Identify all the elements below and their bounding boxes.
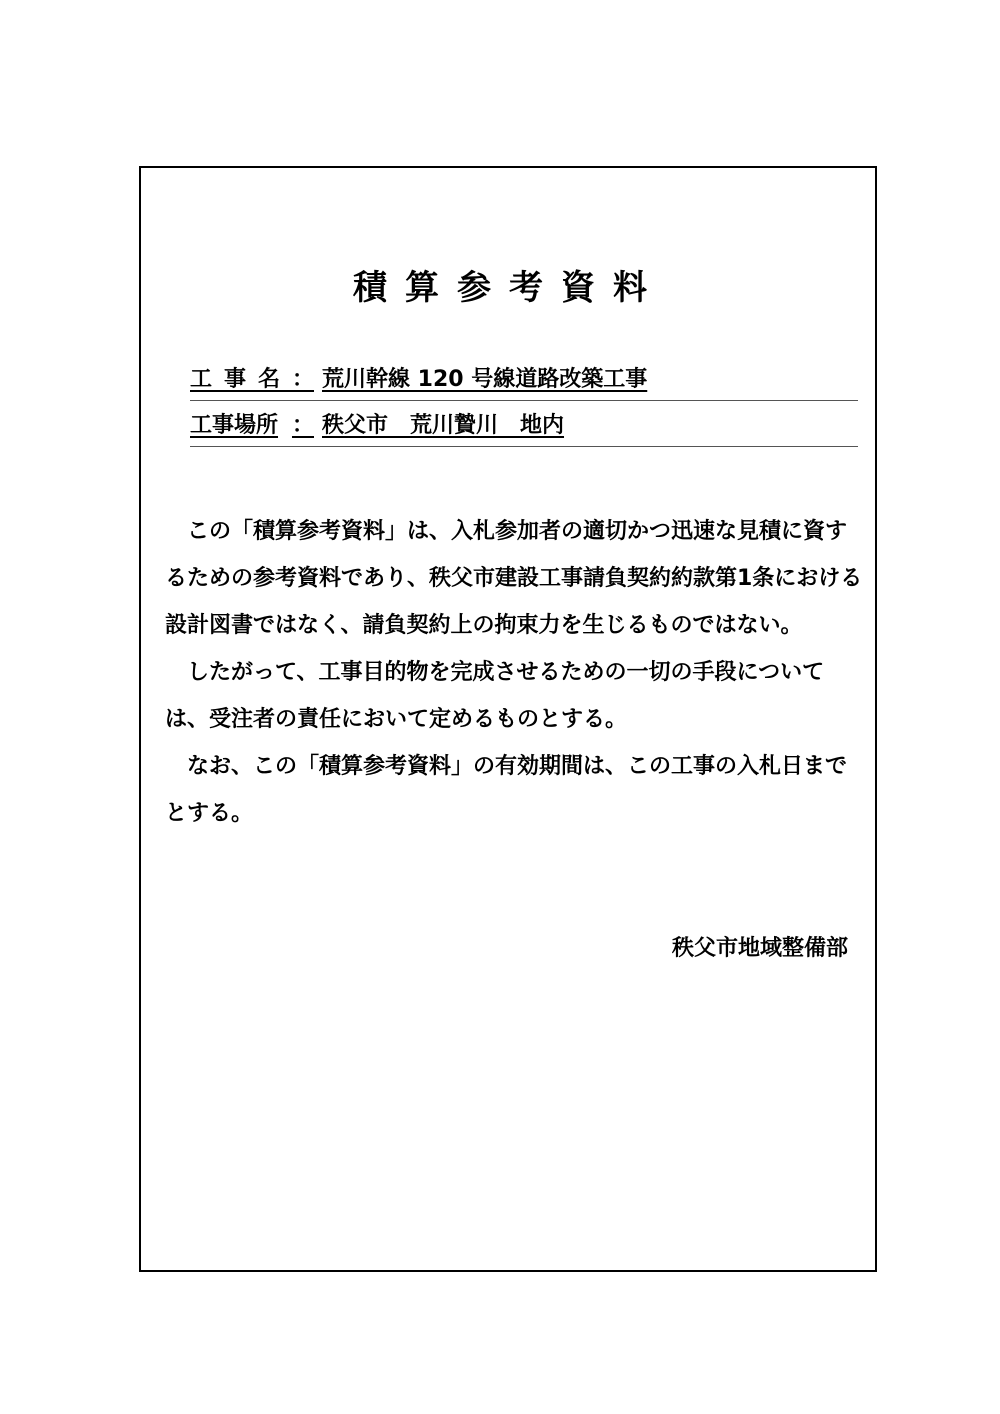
document-title: 積算参考資料 [353,268,665,308]
work-place-label: 工事場所 [190,413,279,438]
work-name-separator: ： [291,367,314,392]
work-name-value: 荒川幹線 120 号線道路改築工事 [322,367,648,392]
work-name-row [190,366,858,401]
work-name-label: 工事名 [190,367,293,392]
issuing-organization: 秩父市地域整備部 [671,936,848,961]
work-place-row [190,412,858,447]
body-paragraph-3: なお、この「積算参考資料」の有効期間は、この工事の入札日までとする。 [165,754,848,826]
work-place-separator: ： [291,413,314,438]
document-body [165,508,865,837]
body-paragraph-1: この「積算参考資料」は、入札参加者の適切かつ迅速な見積に資するための参考資料であり、秩父市建設工事請負契約約款第1条における設計図書ではなく、請負契約上の拘束力を生じるものではない。 [165,519,863,638]
body-paragraph-2: したがって、工事目的物を完成させるための一切の手段については、受注者の責任において定めるものとする。 [165,660,825,732]
work-place-value: 秩父市 荒川贄川 地内 [322,413,565,438]
